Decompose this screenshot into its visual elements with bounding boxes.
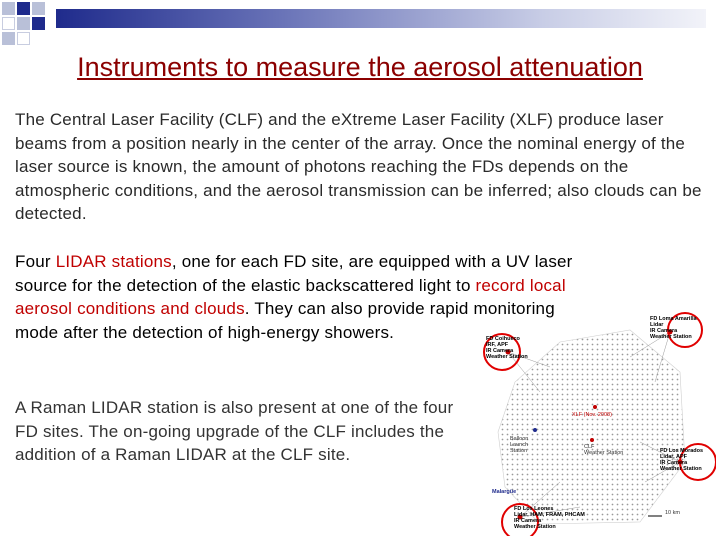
label-clf: CLF Weather Station xyxy=(584,444,624,456)
label-fd-los-morados: FD Los Morados Lidar, APF IR Camera Weather Station xyxy=(660,448,704,472)
header-bar xyxy=(56,9,706,28)
paragraph-lidar-text-2: , one for each FD site, are equipped with a UV laser source for the detection of the elastic backscattered light to xyxy=(15,252,573,295)
paragraph-lidar-text-3: . They can also provide rapid monitoring mode after the detection of high-energy showers. xyxy=(15,299,555,342)
paragraph-clf-xlf: The Central Laser Facility (CLF) and the eXtreme Laser Facility (XLF) produce laser beams from a position nearly in the center of the array. Once the nominal energy of the laser source is known, the amount of photons reaching the FDs depends on the atmospheric conditions, and the aerosol transmission can be inferred; also clouds can be detected. xyxy=(15,110,702,223)
label-fd-los-leones: FD Los Leones Lidar, HAM, FRAM, PHCAM IR Camera Weather Station xyxy=(514,506,585,530)
paragraph-lidar-text-1: Four xyxy=(15,252,56,271)
slide-title-text: Instruments to measure the aerosol attenuation xyxy=(77,52,643,82)
label-fd-loma-amarilla: FD Loma Amarilla Lidar IR Camera Weather Station xyxy=(650,316,697,340)
label-malargue: Malargüe xyxy=(492,489,517,495)
paragraph-raman-lidar: A Raman LIDAR station is also present at one of the four FD sites. The on-going upgrade of the CLF includes the addition of a Raman LIDAR at the CLF site. xyxy=(15,398,454,464)
label-balloon-launch: Balloon Launch Station xyxy=(510,436,529,454)
aerosol-conditions-highlight: record local aerosol conditions and clouds xyxy=(15,275,566,318)
label-fd-coihueco: FD Coihueco IRF, APF IR Camera Weather Station xyxy=(486,336,528,360)
slide-title xyxy=(0,52,720,83)
lidar-stations-highlight: LIDAR stations xyxy=(55,252,172,271)
observatory-array-map xyxy=(480,312,716,536)
label-xlf: XLF (Nov. 2008) xyxy=(572,412,612,418)
label-scale: 10 km xyxy=(665,510,680,516)
